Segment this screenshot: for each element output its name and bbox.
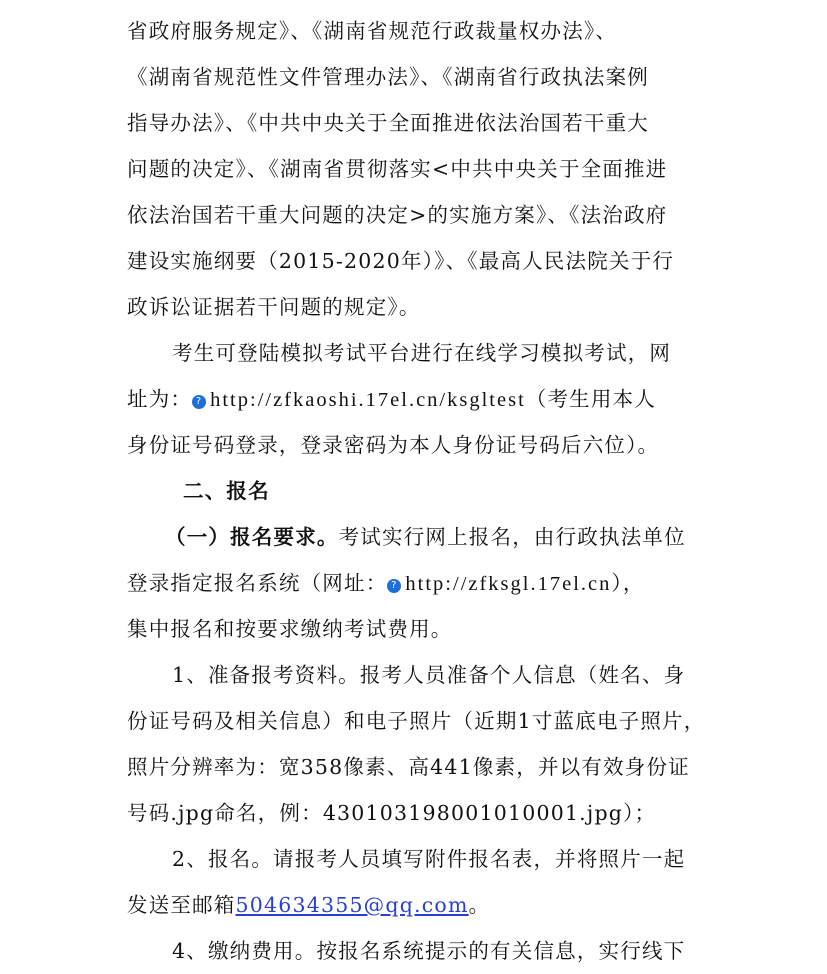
requirement-text-1: 考试实行网上报名，由行政执法单位 — [338, 525, 686, 549]
platform-line-3: 身份证号码登录，登录密码为本人身份证号码后六位）。 — [127, 433, 660, 457]
step2-line-2-suffix: 。 — [468, 893, 491, 917]
body-line-5: 依法治国若干重大问题的决定>的实施方案》、《法治政府 — [127, 203, 668, 227]
body-line-3: 指导办法》、《中共中央关于全面推进依法治国若干重大 — [127, 111, 649, 135]
requirement-line-3: 集中报名和按要求缴纳考试费用。 — [127, 617, 453, 641]
step1-line-2: 份证号码及相关信息）和电子照片（近期1寸蓝底电子照片， — [127, 709, 706, 733]
requirement-label: （一）报名要求。 — [165, 525, 339, 549]
requirement-line-2 — [127, 570, 645, 597]
link-icon: ? — [192, 395, 206, 409]
body-line-7: 政诉讼证据若干问题的规定》。 — [127, 295, 421, 319]
platform-line-1: 考生可登陆模拟考试平台进行在线学习模拟考试，网 — [172, 341, 672, 365]
step1-line-3: 照片分辨率为：宽358像素、高441像素，并以有效身份证 — [127, 755, 690, 779]
step1-line-1: 1、准备报考资料。报考人员准备个人信息（姓名、身 — [172, 663, 686, 687]
body-line-2: 《湖南省规范性文件管理办法》、《湖南省行政执法案例 — [127, 65, 649, 89]
requirement-line-2-prefix: 登录指定报名系统（网址： — [127, 571, 388, 595]
step2-line-2 — [127, 892, 490, 918]
email-link[interactable]: 504634355@qq.com — [235, 893, 469, 917]
requirement-line-1 — [165, 524, 686, 550]
platform-line-2-prefix: 址为： — [127, 387, 193, 411]
platform-line-2-suffix: （考生用本人 — [525, 387, 656, 411]
link-icon: ? — [387, 579, 401, 593]
body-line-6: 建设实施纲要（2015-2020年）》、《最高人民法院关于行 — [127, 249, 675, 273]
step1-line-4: 号码.jpg命名，例：430103198001010001.jpg）； — [127, 801, 657, 825]
step4-line-1: 4、缴纳费用。按报名系统提示的有关信息，实行线下 — [172, 939, 686, 963]
body-line-4: 问题的决定》、《湖南省贯彻落实<中共中央关于全面推进 — [127, 157, 668, 181]
registration-url-link[interactable]: http://zfksgl.17el.cn — [405, 573, 612, 595]
step2-line-2-prefix: 发送至邮箱 — [127, 893, 236, 917]
body-line-1: 省政府服务规定》、《湖南省规范行政裁量权办法》、 — [127, 19, 618, 43]
platform-url-link[interactable]: http://zfkaoshi.17el.cn/ksgltest — [210, 389, 526, 411]
section-heading: 二、报名 — [183, 479, 270, 503]
platform-line-2 — [127, 386, 656, 413]
requirement-line-2-suffix: ）， — [611, 571, 645, 595]
step2-line-1: 2、报名。请报考人员填写附件报名表，并将照片一起 — [172, 847, 686, 871]
